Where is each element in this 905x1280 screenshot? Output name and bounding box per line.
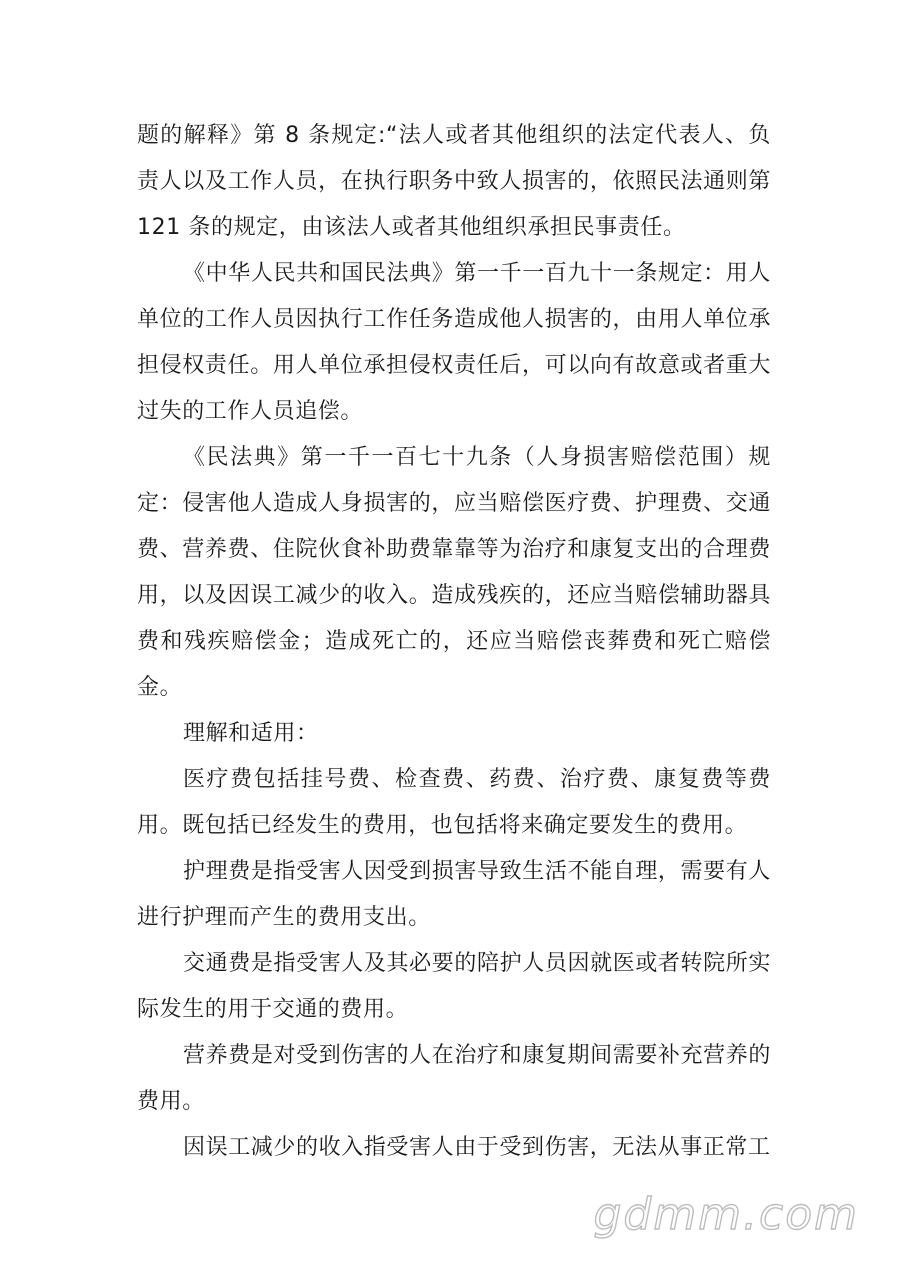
document-body bbox=[137, 113, 771, 1171]
watermark-logo: gdmm.com bbox=[593, 1189, 859, 1240]
paragraph-6: 护理费是指受害人因受到损害导致生活不能自理，需要有人进行护理而产生的费用支出。 bbox=[137, 859, 771, 930]
paragraph-1: 题的解释》第 8 条规定:“法人或者其他组织的法定代表人、负责人以及工作人员，在执行职务中致人损害的，依照民法通则第 121 条的规定，由该法人或者其他组织承担民事责任。 bbox=[137, 123, 771, 240]
paragraph-7: 交通费是指受害人及其必要的陪护人员因就医或者转院所实际发生的用于交通的费用。 bbox=[137, 951, 771, 1022]
paragraph-5: 医疗费包括挂号费、检查费、药费、治疗费、康复费等费用。既包括已经发生的费用，也包括将来确定要发生的费用。 bbox=[137, 767, 771, 838]
paragraph-9: 因误工减少的收入指受害人由于受到伤害，无法从事正常工 bbox=[183, 1135, 771, 1160]
paragraph-2: 《中华人民共和国民法典》第一千一百九十一条规定：用人单位的工作人员因执行工作任务造成他人损害的，由用人单位承担侵权责任。用人单位承担侵权责任后，可以向有故意或者重大过失的工作人员追偿。 bbox=[137, 261, 771, 424]
paragraph-3: 《民法典》第一千一百七十九条（人身损害赔偿范围）规定：侵害他人造成人身损害的，应当赔偿医疗费、护理费、交通费、营养费、住院伙食补助费靠靠等为治疗和康复支出的合理费用，以及因误工减少的收入。造成残疾的，还应当赔偿辅助器具费和残疾赔偿金；造成死亡的，还应当赔偿丧葬费和死亡赔偿金。 bbox=[137, 445, 771, 700]
paragraph-4: 理解和适用： bbox=[183, 721, 319, 746]
paragraph-8: 营养费是对受到伤害的人在治疗和康复期间需要补充营养的费用。 bbox=[137, 1043, 771, 1114]
